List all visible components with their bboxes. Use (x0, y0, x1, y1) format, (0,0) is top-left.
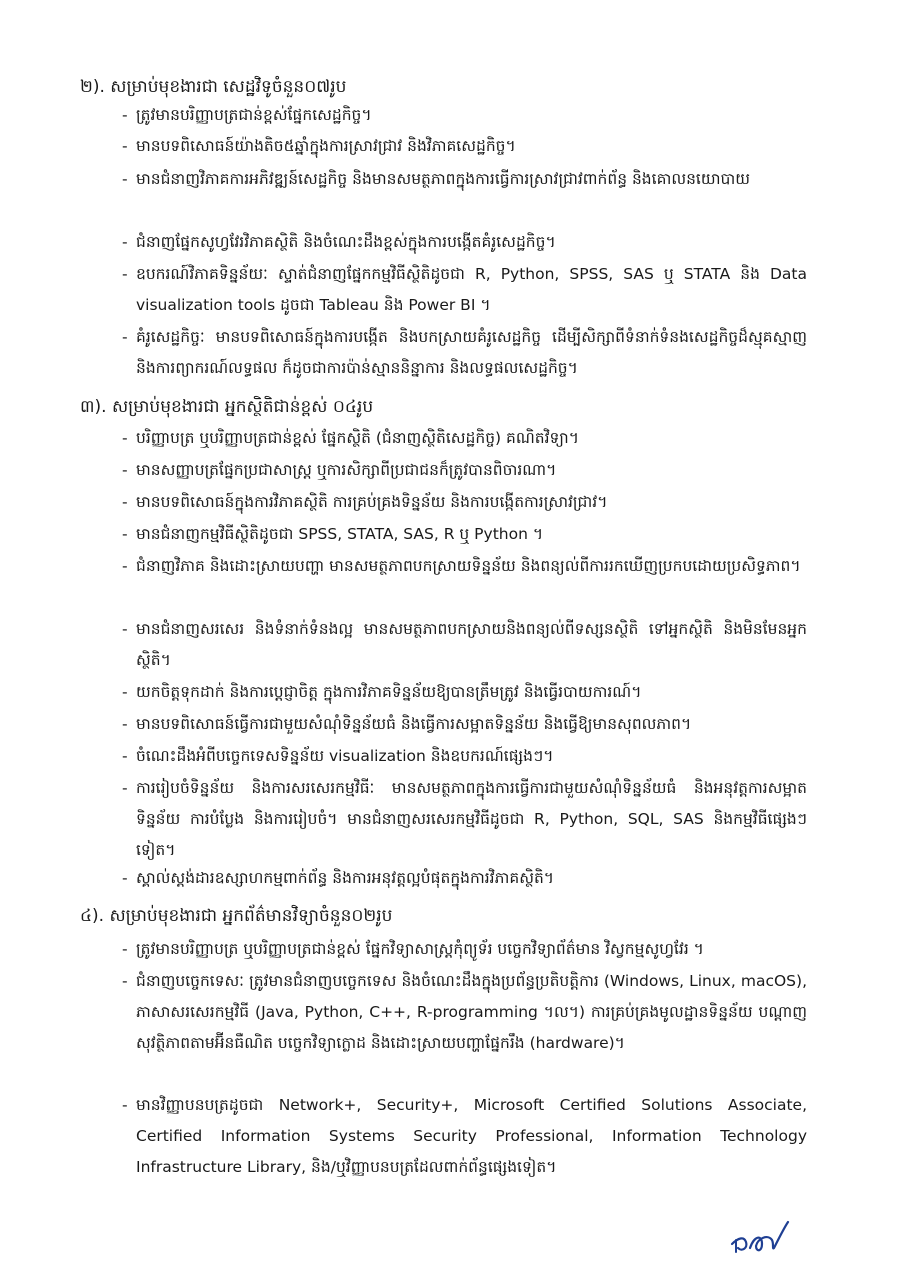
list-item (122, 741, 807, 772)
list-item (122, 487, 807, 518)
bullet-dash: - (122, 106, 128, 124)
list-item-text: យកចិត្តទុកដាក់ និងការប្តេជ្ញាចិត្ត ក្នុងការវិភាគទិន្នន័យឱ្យបានត្រឹមត្រូវ និងធ្វើរបាយការណ៍។ (136, 683, 642, 701)
list-item (122, 131, 807, 162)
bullet-dash: - (122, 233, 128, 251)
list-item (122, 863, 807, 894)
list-item-text: ត្រូវមានបរិញ្ញាបត្រ ឬបរិញ្ញាបត្រជាន់ខ្ពស់ ផ្នែកវិទ្យាសាស្ត្រកុំព្យូទ័រ បច្ចេកវិទ្យាព័ត៌មាន វិស្វកម្មសូហ្វវែរ ។ (136, 940, 704, 958)
bullet-dash: - (122, 328, 128, 346)
list-item-text: ត្រូវមានបរិញ្ញាបត្រជាន់ខ្ពស់ផ្នែកសេដ្ឋកិច្ច។ (136, 106, 372, 124)
list-item (122, 934, 807, 965)
bullet-dash: - (122, 170, 128, 188)
bullet-dash: - (122, 972, 128, 990)
bullet-dash: - (122, 265, 128, 283)
list-item-text: មានសញ្ញាបត្រផ្នែកប្រជាសាស្ត្រ ឬការសិក្សាពីប្រជាជនក៏ត្រូវបានពិចារណា។ (136, 461, 557, 479)
bullet-dash: - (122, 683, 128, 701)
list-item-text: បរិញ្ញាបត្រ ឬបរិញ្ញាបត្រជាន់ខ្ពស់ ផ្នែកស្ថិតិ (ជំនាញស្ថិតិសេដ្ឋកិច្ច) គណិតវិទ្យា។ (136, 429, 579, 447)
list-item-text: មានបទពិសោធន៍យ៉ាងតិច៥ឆ្នាំក្នុងការស្រាវជ្រាវ និងវិភាគសេដ្ឋកិច្ច។ (136, 137, 516, 155)
bullet-dash: - (122, 715, 128, 733)
list-item (122, 423, 807, 454)
section-heading-2: ២). សម្រាប់មុខងារជា សេដ្ឋវិទូចំនួន០៧រូប (80, 77, 347, 97)
list-item (122, 100, 807, 131)
bullet-dash: - (122, 620, 128, 638)
bullet-dash: - (122, 1096, 128, 1114)
list-item-text: ការរៀបចំទិន្នន័យ និងការសរសេរកម្មវិធីៈ មានសមត្ថភាពក្នុងការធ្វើការជាមួយសំណុំទិន្នន័យធំ និងអនុវត្តការសម្អាតទិន្នន័យ ការបំប្លែង និងការរៀបចំ។ មានជំនាញសរសេរកម្មវិធីដូចជា R, Python, SQL, SAS និងកម្មវិធីផ្សេងៗទៀត។ (136, 779, 807, 859)
list-item-text: គំរូសេដ្ឋកិច្ចៈ មានបទពិសោធន៍ក្នុងការបង្កើត និងបកស្រាយគំរូសេដ្ឋកិច្ច ដើម្បីសិក្សាពីទំនាក់ទំនងសេដ្ឋកិច្ចដ៏ស្មុគស្មាញ និងការព្យាករណ៍លទ្ធផល ក៏ដូចជាការប៉ាន់ស្មាននិន្នាការ និងលទ្ធផលសេដ្ឋកិច្ច។ (136, 328, 807, 377)
list-item-text: ជំនាញបច្ចេកទេសៈ ត្រូវមានជំនាញបច្ចេកទេស និងចំណេះដឹងក្នុងប្រព័ន្ធប្រតិបត្តិការ (Windows, Linux, macOS), ភាសាសរសេរកម្មវិធី (Java, Python, C++, R-programming ។ល។) ការគ្រប់គ្រងមូលដ្ឋានទិន្នន័យ បណ្តាញសុវត្ថិភាពតាមអ៊ីនធឺណិត បច្ចេកវិទ្យាក្លោដ និងដោះស្រាយបញ្ហាផ្នែករឹង (hardware)។ (136, 972, 807, 1052)
bullet-dash: - (122, 461, 128, 479)
list-item (122, 519, 807, 550)
list-item (122, 966, 807, 1059)
list-item (122, 227, 807, 258)
list-item-text: ឧបករណ៍វិភាគទិន្នន័យៈ ស្ទាត់ជំនាញផ្នែកកម្មវិធីស្ថិតិដូចជា R, Python, SPSS, SAS ឬ STATA និង Data visualization tools ដូចជា Tableau និង Power BI ។ (136, 265, 807, 314)
list-item (122, 614, 807, 676)
bullet-dash: - (122, 493, 128, 511)
list-item (122, 322, 807, 384)
list-item-text: មានវិញ្ញាបនបត្រដូចជា Network+, Security+, Microsoft Certified Solutions Associate, Certified Information Systems Security Professional, Information Technology Infrastructure Library, និង/ឬវិញ្ញាបនបត្រដែលពាក់ព័ន្ធផ្សេងទៀត។ (136, 1096, 807, 1176)
section-heading-4: ៤). សម្រាប់មុខងារជា អ្នកព័ត៌មានវិទ្យាចំនួន០២រូប (80, 906, 393, 926)
list-item (122, 1090, 807, 1183)
list-item (122, 164, 807, 195)
list-item (122, 709, 807, 740)
handwritten-page-mark (728, 1218, 792, 1260)
bullet-dash: - (122, 137, 128, 155)
bullet-dash: - (122, 869, 128, 887)
list-item-text: ស្គាល់ស្តង់ដារឧស្សាហកម្មពាក់ព័ន្ធ និងការអនុវត្តល្អបំផុតក្នុងការវិភាគស្ថិតិ។ (136, 869, 555, 887)
bullet-dash: - (122, 557, 128, 575)
list-item-text: ចំណេះដឹងអំពីបច្ចេកទេសទិន្នន័យ visualization និងឧបករណ៍ផ្សេងៗ។ (136, 747, 554, 765)
list-item (122, 773, 807, 866)
list-item-text: មានជំនាញកម្មវិធីស្ថិតិដូចជា SPSS, STATA, SAS, R ឬ Python ។ (136, 525, 544, 543)
list-item (122, 259, 807, 321)
list-item (122, 455, 807, 486)
section-heading-3: ៣). សម្រាប់មុខងារជា អ្នកស្ថិតិជាន់ខ្ពស់ ០៤រូប (80, 397, 374, 417)
list-item (122, 551, 807, 582)
list-item-text: ជំនាញផ្នែកសូហ្វវែរវិភាគស្ថិតិ និងចំណេះដឹងខ្ពស់ក្នុងការបង្កើតគំរូសេដ្ឋកិច្ច។ (136, 233, 556, 251)
bullet-dash: - (122, 747, 128, 765)
list-item-text: មានបទពិសោធន៍ក្នុងការវិភាគស្ថិតិ ការគ្រប់គ្រងទិន្នន័យ និងការបង្កើតការស្រាវជ្រាវ។ (136, 493, 608, 511)
bullet-dash: - (122, 525, 128, 543)
list-item-text: មានបទពិសោធន៍ធ្វើការជាមួយសំណុំទិន្នន័យធំ និងធ្វើការសម្អាតទិន្នន័យ និងធ្វើឱ្យមានសុពលភាព។ (136, 715, 692, 733)
bullet-dash: - (122, 429, 128, 447)
bullet-dash: - (122, 940, 128, 958)
list-item-text: ជំនាញវិភាគ និងដោះស្រាយបញ្ហា មានសមត្ថភាពបកស្រាយទិន្នន័យ និងពន្យល់ពីការរកឃើញប្រកបដោយប្រសិទ្ធភាព។ (136, 557, 801, 575)
bullet-dash: - (122, 779, 128, 797)
list-item (122, 677, 807, 708)
list-item-text: មានជំនាញវិភាគការអភិវឌ្ឍន៍សេដ្ឋកិច្ច និងមានសមត្ថភាពក្នុងការធ្វើការស្រាវជ្រាវពាក់ព័ន្ធ និងគោលនយោបាយ (136, 170, 751, 188)
list-item-text: មានជំនាញសរសេរ និងទំនាក់ទំនងល្អ មានសមត្ថភាពបកស្រាយនិងពន្យល់ពីទស្សនស្ថិតិ ទៅអ្នកស្ថិតិ និងមិនមែនអ្នកស្ថិតិ។ (136, 620, 807, 669)
